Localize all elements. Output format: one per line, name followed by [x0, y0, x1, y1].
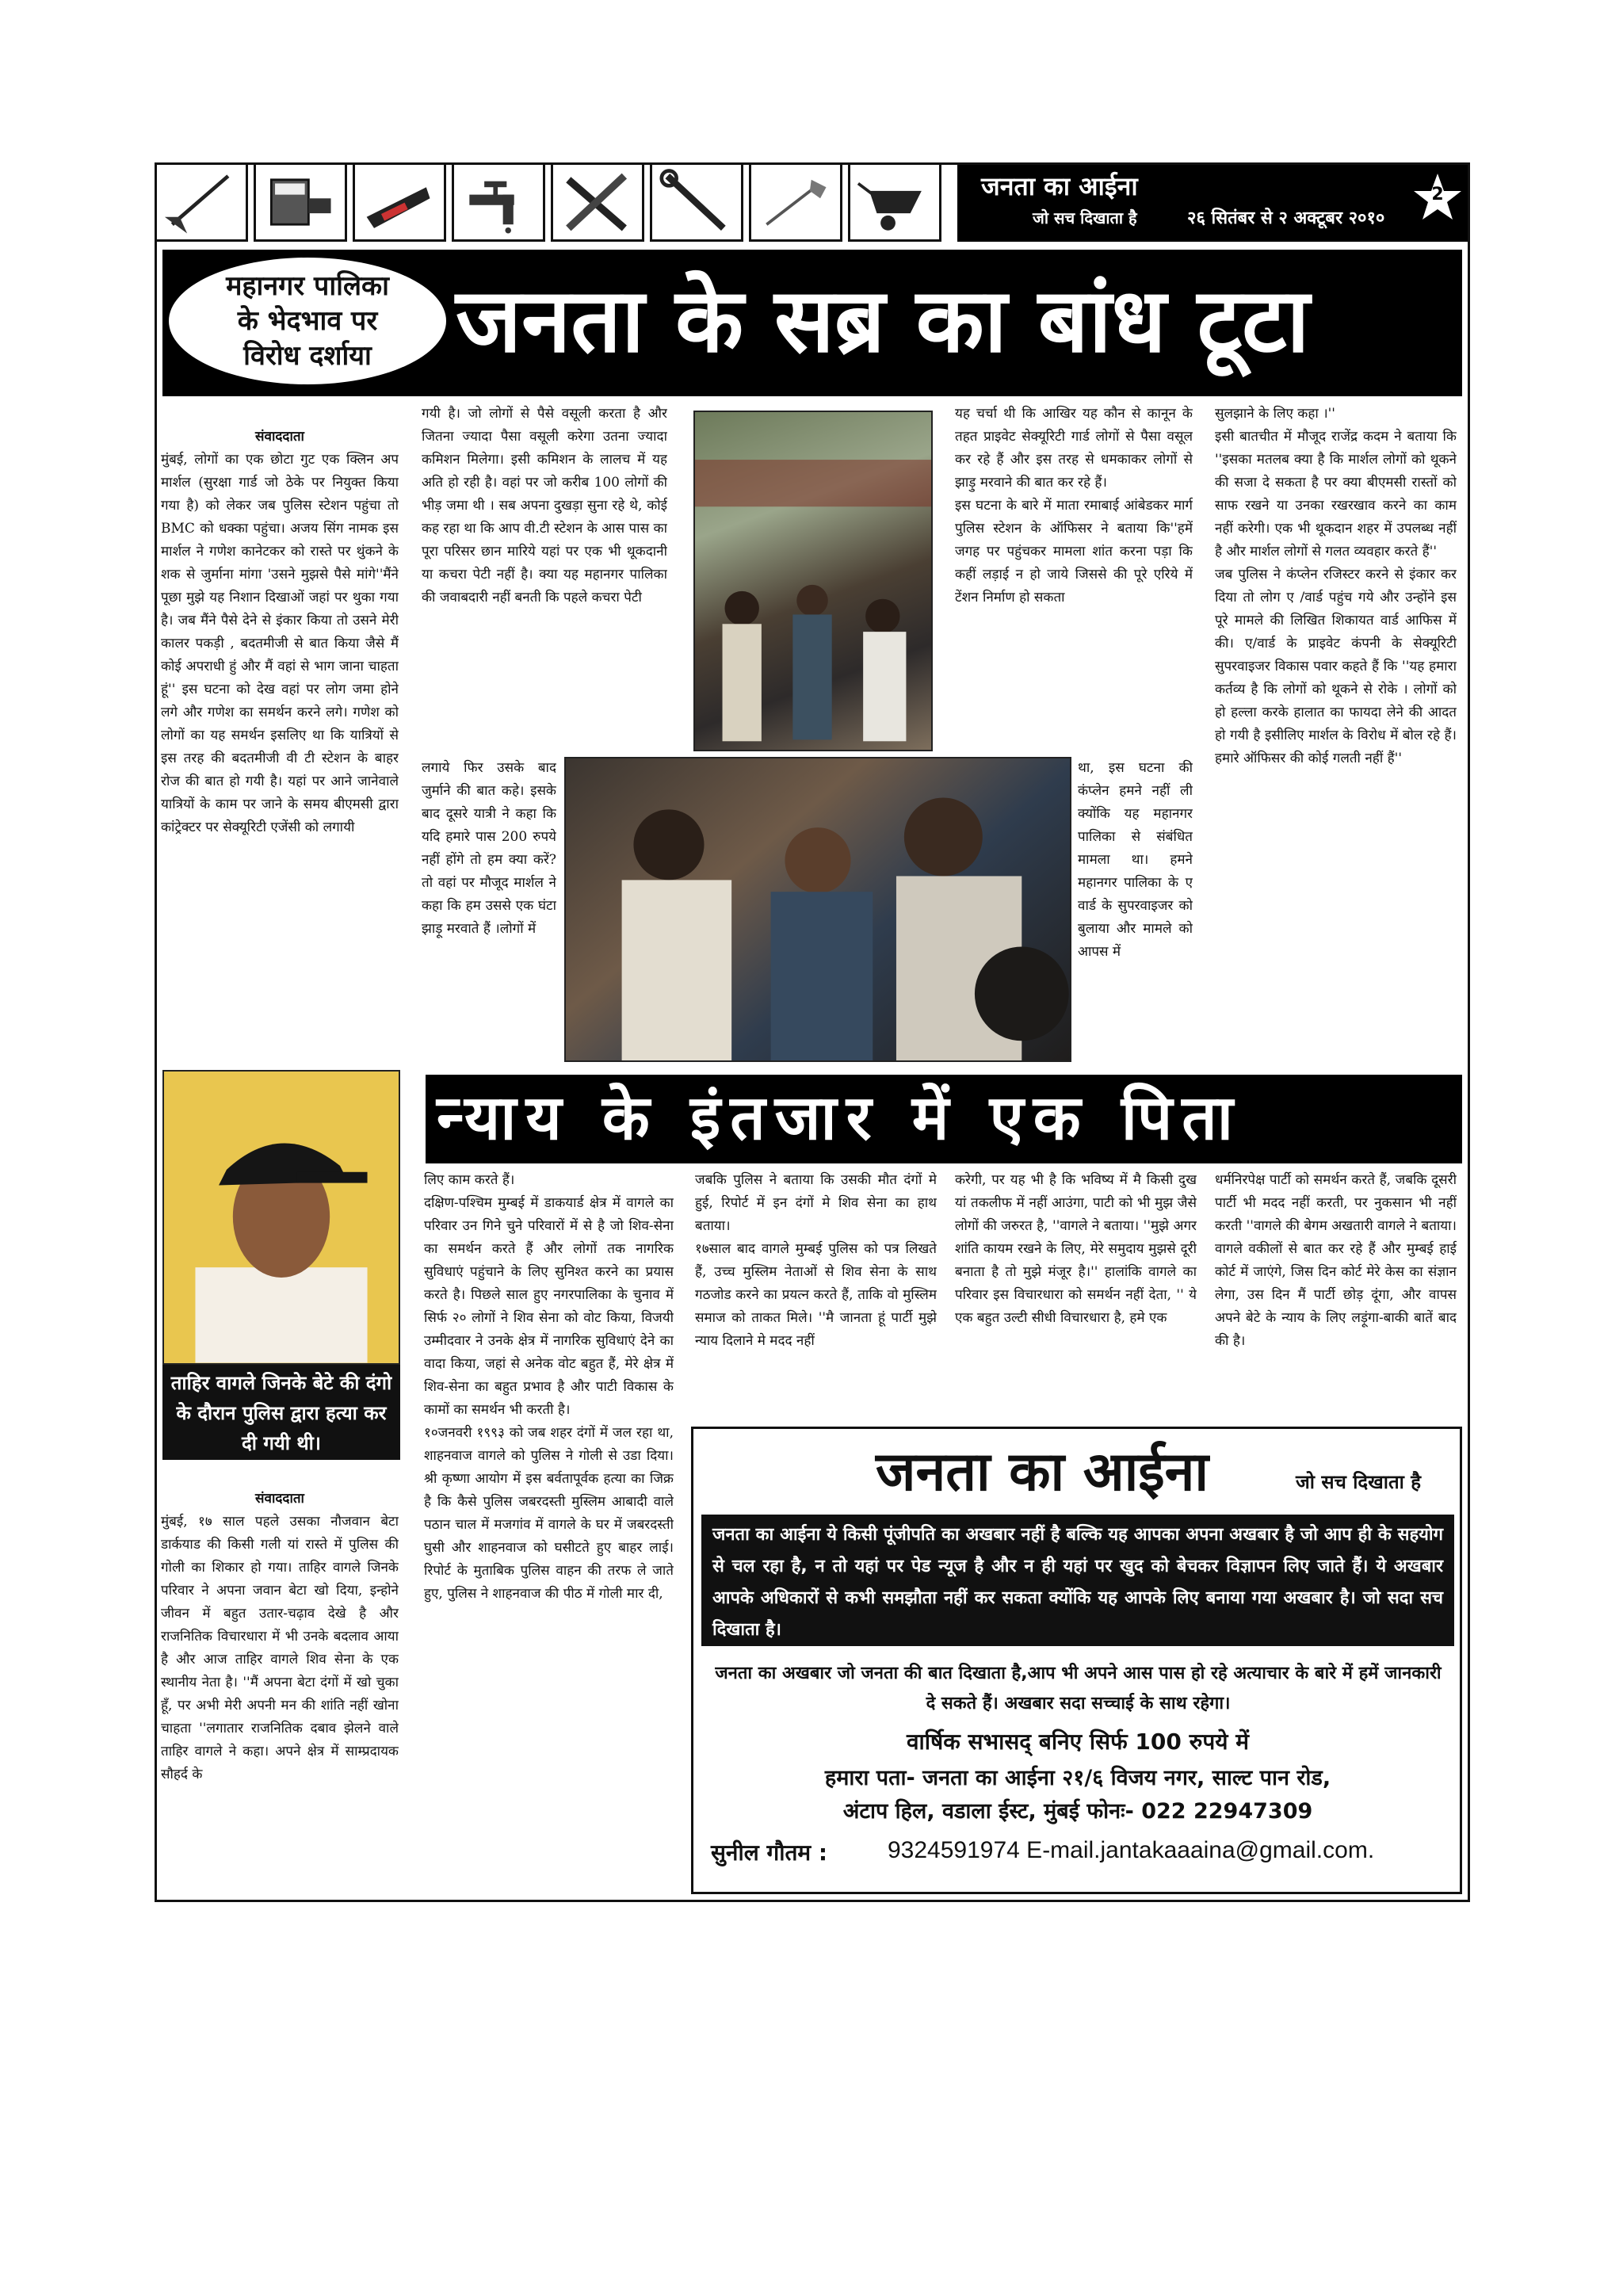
story1-headline: जनता के सब्र का बांध टूटा [456, 269, 1310, 372]
story1-col1 [161, 403, 399, 1060]
story2-headline: न्याय के इंतजार में एक पिता [437, 1083, 1243, 1154]
badge-line: महानगर पालिका [226, 270, 389, 302]
crowd-photo-police [564, 757, 1071, 1062]
masthead-tagline: जो सच दिखाता है [1033, 208, 1137, 227]
ad-contact-name: सुनील गौतम : [711, 1839, 828, 1866]
story1-col3-top: यह चर्चा थी कि आखिर यह कौन से कानून के तहत प्राइवेट सेक्यूरिटी गार्ड लोगों से पैसा वसूल कर रहे हैं और इस तरह से धमकाकर लोगों से झाड़ु मरवाने की बात कर रहे हैं। इस घटना के बारे में माता रमाबाई आंबेडकर मार्ग पुलिस स्टेशन के ऑफिसर ने बताया कि''हमें जगह पर पहुंचकर मामला शांत करना पड़ा कि कहीं लड़ाई न हो जाये जिससे की पूरे एरिये में टेंशन निर्माण हो सकता [955, 406, 1193, 606]
story1-col4: सुलझाने के लिए कहा ।'' इसी बातचीत में मौजूद राजेंद्र कदम ने बताया कि ''इसका मतलब क्या है कि मार्शल लोगों को थूकने की सजा दे सकता है पर क्या बीएमसी रास्तों को साफ रखने या उनका रखरखाव करने का काम नहीं करेगी। एक भी थूकदान शहर में उपलब्ध नहीं है और मार्शल लोगों से गलत व्यवहार करते हैं'' जब पुलिस ने कंप्लेन रजिस्टर करने से इंकार कर दिया तो लोग ए /वार्ड पहुंच गये और उन्होंने इस पूरे मामले की लिखित शिकायत वार्ड आफिस में की। ए/वार्ड के प्राइवेट कंपनी के सेक्यूरिटी सुपरवाइजर विकास पवार कहते हैं कि ''यह हमारा कर्तव्य है कि लोगों को थूकने से रोके । लोगों को हो हल्ला करके हालात का फायदा लेने की आदत हो गयी है इसीलिए मार्शल के विरोध में बोल रहे हैं। हमारे ऑफिसर की कोई गलती नहीं हैं'' [1215, 406, 1457, 766]
article-text: मुंबई, लोगों का एक छोटा गुट एक क्लिन अप मार्शल (सुरक्षा गार्ड जो ठेके पर नियुक्त किया गया है) को लेकर जब पुलिस स्टेशन पहुंचा तो BMC को धक्का पहुंचा। अजय सिंग नामक इस मार्शल ने गणेश कानेटकर को रास्ते पर थुंकने के शक से जुर्माना मांगा 'उसने मुझसे पैसे मांगे''मैंने पूछा मुझे यह निशान दिखाओं जहां पर थुका गया है। जब मैंने पैसे देने से इंकार किया तो उसने मेरी कालर पकड़ी , बदतमीजी से बात किया जैसे मैं कोई अपराधी हुं और मैं वहां से भाग जाना चाहता हूं'' इस घटना को देख वहां पर लोग जमा होने लगे और गणेश का समर्थन करने लगे। गणेश को लोगों का यह समर्थन इसलिए था कि यात्रियों से इस तरह की बदतमीजी वी टी स्टेशन के बाहर रोज की बात हो गयी है। यहां पर आने जानेवाले यात्रियों के काम पर जाने के समय बीएमसी द्वारा कांट्रेक्टर पर सेक्यूरिटी एजेंसी को लगायी [161, 452, 399, 835]
masthead-dates: २६ सितंबर से २ अक्टूबर २०१० [1187, 208, 1385, 228]
story1-badge [169, 258, 446, 384]
story1-col2-top: गयी है। जो लोगों से पैसे वसूली करता है और जितना ज्यादा पैसा वसूली करेगा उतना ज्यादा कमिशन मिलेगा। इसी कमिशन के लालच में यह अति हो रही है। वहां पर जो करीब 100 लोगों की भीड़ जमा थी । सब अपना दुखड़ा सुना रहे थे, कोई कह रहा था कि आप वी.टी स्टेशन के आस पास का पूरा परिसर छान मारिये यहां पर एक भी थूकदानी या कचरा पेटी नहीं है। क्या यह महानगर पालिका की जवाबदारी नहीं बनती कि पहले कचरा पेटी [422, 406, 667, 606]
ad-tagline: जो सच दिखाता है [1296, 1471, 1422, 1493]
ad-address-line1: हमारा पता- जनता का आईना २१/६ विजय नगर, साल्ट पान रोड, [824, 1766, 1331, 1790]
story2-col3: जबकि पुलिस ने बताया कि उसकी मौत दंगों मे हुई, रिपोर्ट में इन दंगों मे शिव सेना का हाथ बताया। १७साल बाद वागले मुम्बई पुलिस को पत्र लिखते हैं, उच्च मुस्लिम नेताओं से शिव सेना के साथ गठजोड करने का प्रयत्न करते हैं, ताकि वो मुस्लिम समाज को ताकत मिले। ''मै जानता हूं पार्टी मुझे न्याय दिलाने मे मदद नहीं [695, 1172, 937, 1349]
ad-subscription: वार्षिक सभासद् बनिए सिर्फ 100 रुपये में [906, 1729, 1250, 1755]
newspaper-ad-box [691, 1427, 1462, 1894]
story2-col5: धर्मनिरपेक्ष पार्टी को समर्थन करते हैं, जबकि दूसरी पार्टी भी मदद नहीं करती, पर नुकसान भी नहीं करती ''वागले की बेगम अखतारी वागले ने बताया। वागले वकीलों से बात कर रहे हैं और मुम्बई हाई कोर्ट में जाएंगे, जिस दिन कोर्ट मेरे केस का संज्ञान लेगा, उस दिन मैं पार्टी छोड़ दूंगा, और वापस अपने बेटे के न्याय के लिए लड़ूंगा-बाकी बातें बाद की है। [1215, 1172, 1457, 1349]
story1-col2-bottom: लगाये फिर उसके बाद जुर्माने की बात कहे। इसके बाद दूसरे यात्री ने कहा कि यदि हमारे पास 200 रुपये नहीं होंगे तो हम क्या करें? तो वहां पर मौजूद मार्शल ने कहा कि हम उससे एक घंटा झाड़ू मरवाते हैं ।लोगों में [422, 760, 556, 937]
page-number: 2 [1431, 185, 1444, 204]
story2-headline-bar [426, 1075, 1462, 1163]
article-text: मुंबई, १७ साल पहले उसका नौजवान बेटा डार्कयाड की किसी गली यां रास्ते में पुलिस की गोली का शिकार हो गया। ताहिर वागले जिनके परिवार ने अपना जवान बेटा खो दिया, इन्होने जीवन में बहुत उतार-चढ़ाव देखे है और राजनितिक विचारधारा में भी उनके बदलाव आया है और आज ताहिर वागले शिव सेना के एक स्थानीय नेता है। ''मैं अपना बेटा दंगों में खो चुका हूँ, पर अभी मेरी अपनी मन की शांति नहीं खोना चाहता ''लगातार राजनितिक दबाव झेलने वाले ताहिर वागले ने कहा। अपने क्षेत्र में साम्प्रदायक सौहर्द के [161, 1514, 399, 1782]
masthead-title: जनता का आईना [981, 171, 1138, 201]
story2-col2: लिए काम करते हैं। दक्षिण-पश्चिम मुम्बई में डाकयार्ड क्षेत्र में वागले का परिवार उन गिने चुने परिवारों में से है जो शिव-सेना का समर्थन करते हैं और लोगों तक नागरिक सुविधाएं पहुंचाने के लिए सुनिश्त करने का प्रयास करते है। पिछले साल हुए नगरपालिका के चुनाव में सिर्फ २० लोगों ने शिव सेना को वोट किया, विजयी उम्मीदवार ने उनके क्षेत्र में नागरिक सुविधाएं देने का वादा किया, जहां से अनेक वोट बहुत हैं, मेरे क्षेत्र में शिव-सेना का बहुत प्रभाव है और पाटी विकास के कामों का समर्थन भी करती है। १०जनवरी १९९३ को जब शहर दंगों में जल रहा था, शाहनवाज वागले को पुलिस ने गोली से उडा दिया। श्री कृष्णा आयोग में इस बर्वतापूर्वक हत्या का जिक्र है कि कैसे पुलिस जबरदस्ती मुस्लिम आबादी वाले पठान चाल में मजगांव में वागले के घर में जबरदस्ती घुसी और शाहनवाज को घसीटते हुए बाहर लाई। रिपोर्ट के मुताबिक पुलिस वाहन की तरफ ले जाते हुए, पुलिस ने शाहनवाज की पीठ में गोली मार दी, [424, 1172, 674, 1602]
ad-mission-text: जनता का आईना ये किसी पूंजीपति का अखबार नहीं है बल्कि यह आपका अपना अखबार है जो आप ही के सहयोग से चल रहा है, न तो यहां पर पेड न्यूज है और न ही यहां पर खुद को बेचकर विज्ञापन लिए जाते हैं। ये अखबार आपके अधिकारों से कभी समझौता नहीं कर सकता क्योंकि यह आपके लिए बनाया गया अखबार है। जो सदा सच दिखाता है। [701, 1515, 1454, 1646]
byline: संवाददाता [255, 1491, 304, 1507]
crowd-photo-street [693, 411, 933, 751]
byline: संवाददाता [255, 429, 304, 445]
photo-caption: ताहिर वागले जिनके बेटे की दंगो के दौरान पुलिस द्वारा हत्या कर दी गयी थी। [162, 1365, 400, 1460]
badge-line: के भेदभाव पर [237, 305, 378, 337]
ad-title: जनता का आईना [876, 1441, 1209, 1503]
story2-col1 [161, 1465, 399, 1897]
tahir-wagle-photo [162, 1070, 400, 1365]
ad-contact-details: 9324591974 E-mail.jantakaaaina@gmail.com. [888, 1837, 1375, 1863]
ad-info-text: जनता का अखबार जो जनता की बात दिखाता है,आप भी अपने आस पास हो रहे अत्याचार के बारे में हमें जानकारी दे सकते हैं। अखबार सदा सच्चाई के साथ रहेगा। [715, 1664, 1442, 1713]
story1-col3-bottom: था, इस घटना की कंप्लेन हमने नहीं ली क्योंकि यह महानगर पालिका से संबंधित मामला था। हमने महानगर पालिका के ए वार्ड के सुपरवाइजर को बुलाया और मामले को आपस में [1078, 760, 1193, 960]
story1-headline-bar [162, 250, 1462, 396]
ad-address-line2: अंटाप हिल, वडाला ईस्ट, मुंबई फोनः- 022 22947309 [842, 1799, 1313, 1824]
badge-line: विरोध दर्शाया [243, 340, 372, 372]
story2-col4: करेगी, पर यह भी है कि भविष्य में मै किसी दुख यां तकलीफ में नहीं आउंगा, पाटी को भी मुझ जैसे लोगों की जरुरत है, ''वागले ने बताया। ''मुझे अगर शांति कायम रखने के लिए, मेरे समुदाय मुझसे दूरी बनाता है तो मुझे मंजूर है।'' हालांकि वागले का परिवार इस विचारधारा को समर्थन नहीं देता, '' ये एक बहुत उल्टी सीधी विचारधारा है, हमे एक [955, 1172, 1197, 1326]
